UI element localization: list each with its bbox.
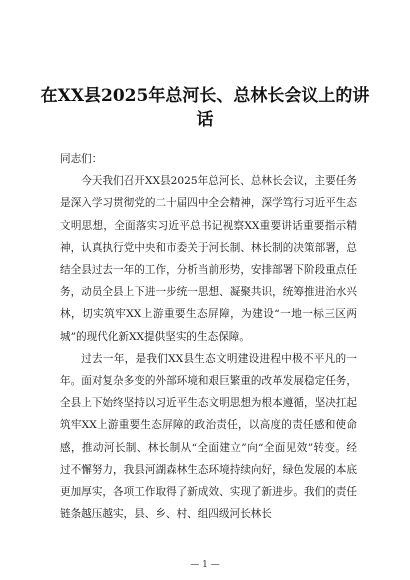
document-title: 在XX县2025年总河长、总林长会议上的讲话: [40, 86, 370, 130]
greeting: 同志们：: [60, 153, 103, 165]
paragraph-1: 今天我们召开XX县2025年总河长、总林长会议，主要任务是深入学习贯彻党的二十届四中全会精神，深学笃行习近平生态文明思想，全面落实习近平总书记视察XX重要讲话重要指示精神，认真执行党中央和市委关于河长制、林长制的决策部署，总结全县过去一年的工作，分析当前形势，安排部署下阶段重点任务，动员全县上下进一步统一思想、凝聚共识，统筹推进治水兴林，切实筑牢XX上游重要生态屏障，为建设“一地一标三区两城”的现代化新XX提供坚实的生态保障。: [60, 175, 357, 343]
document-body: [60, 148, 357, 525]
page-number: — 1 —: [190, 560, 220, 570]
paragraph-2: 过去一年，是我们XX县生态文明建设进程中极不平凡的一年。面对复杂多变的外部环境和艰巨繁重的改革发展稳定任务，全县上下始终坚持以习近平生态文明思想为根本遵循，坚决扛起筑牢XX上游重要生态屏障的政治责任，以高度的责任感和使命感，推动河长制、林长制从“全面建立”向“全面见效”转变。经过不懈努力，我县河湖森林生态环境持续向好，绿色发展的本底更加厚实，各项工作取得了新成效、实现了新进步。我们的责任链条越压越实，县、乡、村、组四级河长林长: [60, 352, 357, 521]
